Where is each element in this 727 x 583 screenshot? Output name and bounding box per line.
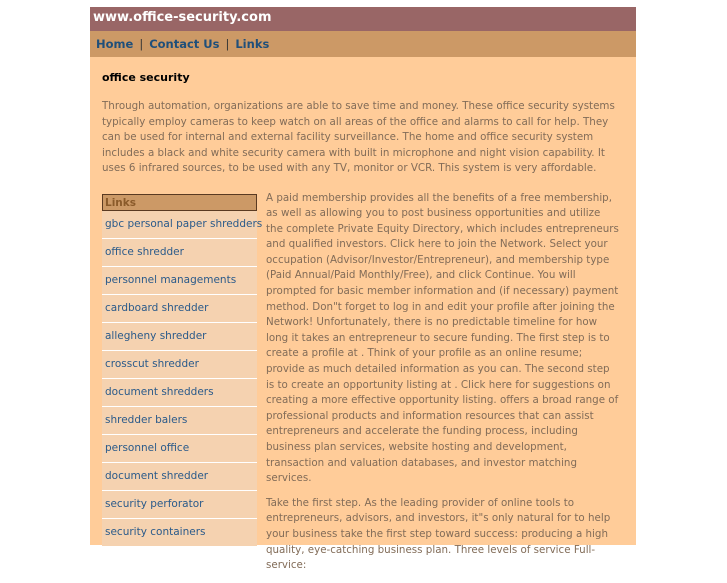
nav-links-link[interactable]: Links	[235, 37, 270, 51]
nav-contact-us-link[interactable]: Contact Us	[149, 37, 220, 51]
sidebar-link-document-shredders[interactable]: document shredders	[102, 379, 257, 407]
top-nav	[90, 31, 636, 57]
sidebar-link-shredder-balers[interactable]: shredder balers	[102, 407, 257, 435]
sidebar-link-security-perforator[interactable]: security perforator	[102, 491, 257, 519]
article-body	[266, 191, 620, 583]
sidebar-link-office-shredder[interactable]: office shredder	[102, 239, 257, 267]
site-title-bar	[90, 7, 636, 31]
links-header: Links	[102, 194, 257, 211]
site-title: www.office-security.com	[93, 10, 272, 25]
sidebar-link-personnel-office[interactable]: personnel office	[102, 435, 257, 463]
sidebar-link-document-shredder[interactable]: document shredder	[102, 463, 257, 491]
sidebar-link-cardboard-shredder[interactable]: cardboard shredder	[102, 295, 257, 323]
sidebar-link-gbc-personal-paper-shredders[interactable]: gbc personal paper shredders	[102, 211, 257, 239]
page-heading: office security	[102, 71, 190, 84]
sidebar-link-crosscut-shredder[interactable]: crosscut shredder	[102, 351, 257, 379]
sidebar-link-personnel-managements[interactable]: personnel managements	[102, 267, 257, 295]
main-content	[90, 71, 636, 572]
intro-paragraph: Through automation, organizations are able to save time and money. These office security systems typically employ cameras to keep watch on all areas of the office and alarms to call for help. They can be used for internal and external facility surveillance. The home and office security system includes a black and white security camera with built in microphone and night vision capability. It uses 6 infrared sources, to be used with any TV, monitor or VCR. This system is very affordable.	[102, 100, 615, 174]
sidebar-link-allegheny-shredder[interactable]: allegheny shredder	[102, 323, 257, 351]
nav-separator: |	[225, 37, 230, 51]
sidebar-link-security-containers[interactable]: security containers	[102, 519, 257, 547]
article-paragraph: Take the first step. As the leading provider of online tools to entrepreneurs, advisors, and investors, it"s only natural for to help your business take the first step toward success: producing a high quality, eye-catching business plan. Three levels of service Full-service:	[266, 496, 611, 572]
article-paragraph: A paid membership provides all the benefits of a free membership, as well as allowing you to post business opportunities and utilize the complete Private Equity Directory, which includes entrepreneurs and qualified investors. Click here to join the Network. Select your occupation (Advisor/Investor/Entrepreneur), and membership type (Paid Annual/Paid Monthly/Free), and click Continue. You will prompted for basic member information and (if necessary) payment method. Don"t forget to log in and edit your profile after joining the Network! Unfortunately, there is no predictable timeline for how long it takes an entrepreneur to secure funding. The first step is to create a profile at . Think of your profile as an online resume; provide as much detailed information as you can. The second step is to create an opportunity listing at . Click here for suggestions on creating a more effective opportunity listing. offers a broad range of professional products and information resources that can assist entrepreneurs and accelerate the funding process, including business plan services, website hosting and development, transaction and valuation databases, and investor matching services.	[266, 191, 619, 485]
nav-separator: |	[139, 37, 144, 51]
page-container	[90, 7, 636, 572]
nav-home-link[interactable]: Home	[96, 37, 134, 51]
links-sidebar	[102, 194, 263, 547]
